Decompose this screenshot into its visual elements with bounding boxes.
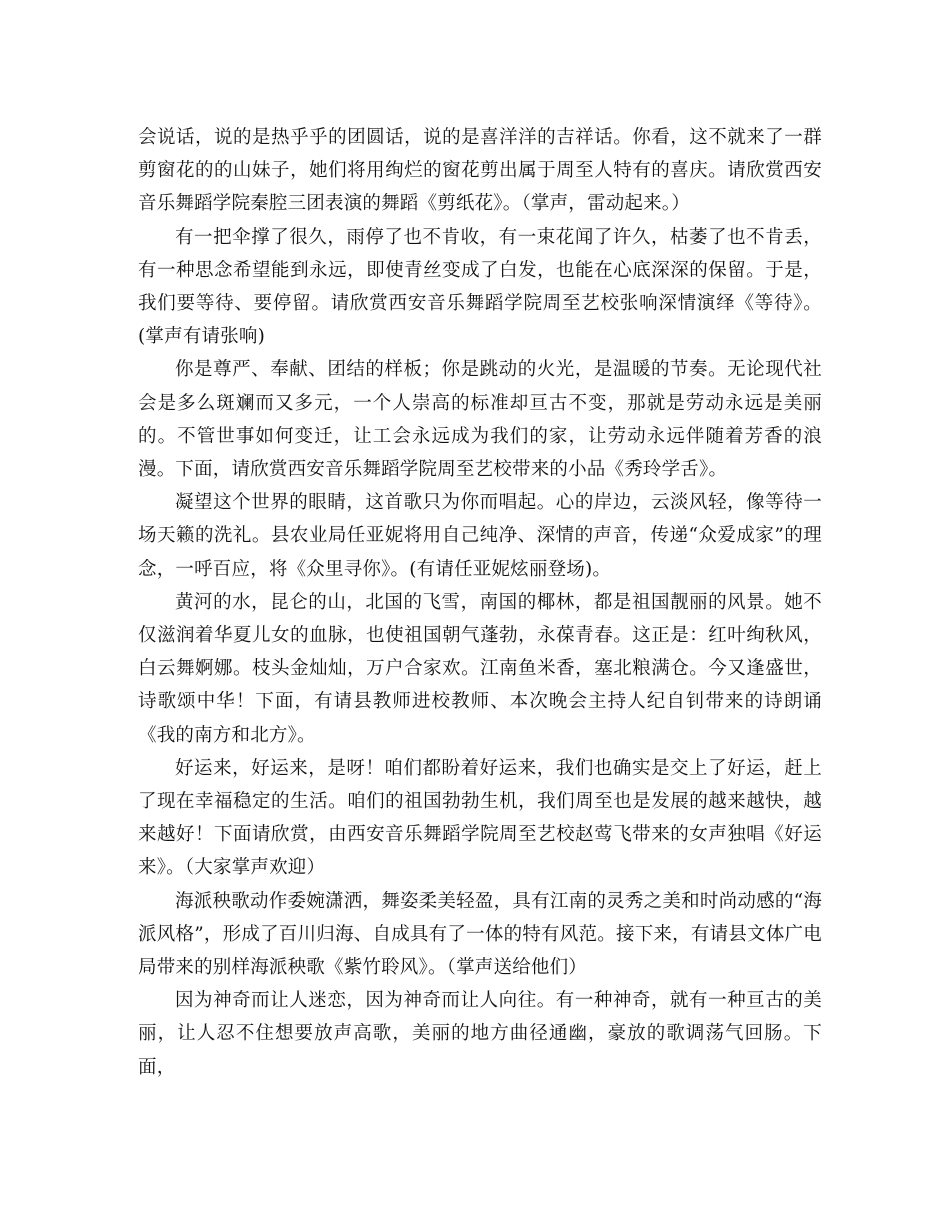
paragraph-6: 好运来，好运来，是呀！咱们都盼着好运来，我们也确实是交上了好运，赶上了现在幸福稳定的生活。咱们的祖国勃勃生机，我们周至也是发展的越来越快，越来越好！下面请欣赏，由西安音乐舞蹈学院周至艺校赵莺飞带来的女声独唱《好运来》。（大家掌声欢迎） (138, 757, 822, 879)
paragraph-2: 有一把伞撑了很久，雨停了也不肯收，有一束花闻了许久，枯萎了也不肯丢，有一种思念希望能到永远，即使青丝变成了白发，也能在心底深深的保留。于是，我们要等待、要停留。请欣赏西安音乐舞蹈学院周至艺校张响深情演绎《等待》。(掌声有请张响) (138, 226, 822, 348)
paragraph-4: 凝望这个世界的眼睛，这首歌只为你而唱起。心的岸边，云淡风轻，像等待一场天籁的洗礼。县农业局任亚妮将用自己纯净、深情的声音，传递“众爱成家”的理念，一呼百应，将《众里寻你》。(有请任亚妮炫丽登场)。 (138, 492, 822, 580)
paragraph-5: 黄河的水，昆仑的山，北国的飞雪，南国的椰林，都是祖国靓丽的风景。她不仅滋润着华夏儿女的血脉，也使祖国朝气蓬勃，永葆青春。这正是：红叶绚秋风，白云舞婀娜。枝头金灿灿，万户合家欢。江南鱼米香，塞北粮满仓。今又逢盛世，诗歌颂中华！下面，有请县教师进校教师、本次晚会主持人纪自钊带来的诗朗诵《我的南方和北方》。 (138, 591, 822, 746)
paragraph-1: 会说话，说的是热乎乎的团圆话，说的是喜洋洋的吉祥话。你看，这不就来了一群剪窗花的的山妹子，她们将用绚烂的窗花剪出属于周至人特有的喜庆。请欣赏西安音乐舞蹈学院秦腔三团表演的舞蹈《剪纸花》。（掌声，雷动起来。） (138, 127, 822, 215)
paragraph-8: 因为神奇而让人迷恋，因为神奇而让人向往。有一种神奇，就有一种亘古的美丽，让人忍不住想要放声高歌，美丽的地方曲径通幽，豪放的歌调荡气回肠。下面， (138, 990, 822, 1078)
paragraph-7: 海派秧歌动作委婉潇洒，舞姿柔美轻盈，具有江南的灵秀之美和时尚动感的“海派风格”，形成了百川归海、自成具有了一体的特有风范。接下来，有请县文体广电局带来的别样海派秧歌《紫竹聆风》。（掌声送给他们） (138, 890, 822, 979)
paragraph-3: 你是尊严、奉献、团结的样板；你是跳动的火光，是温暖的节奏。无论现代社会是多么斑斓而又多元，一个人崇高的标准却亘古不变，那就是劳动永远是美丽的。不管世事如何变迁，让工会永远成为我们的家，让劳动永远伴随着芳香的浪漫。下面，请欣赏西安音乐舞蹈学院周至艺校带来的小品《秀玲学舌》。 (138, 359, 822, 481)
document-body (138, 121, 822, 1084)
